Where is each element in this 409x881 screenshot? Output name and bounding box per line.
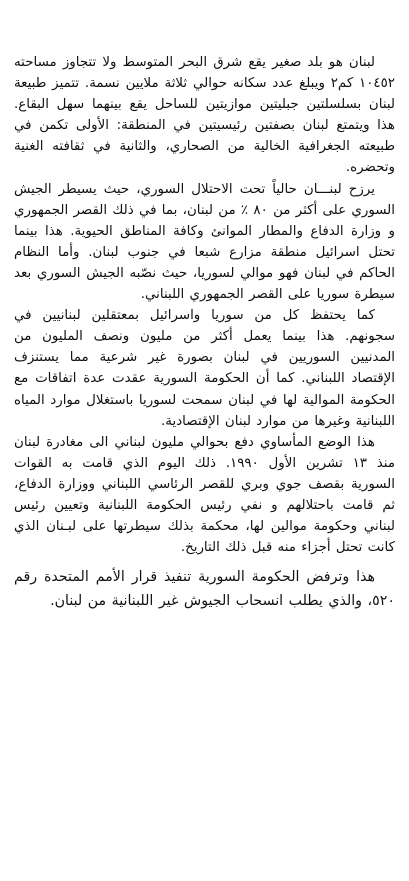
paragraph-detainees: كما يحتفظ كل من سوريا واسرائيل بمعتقلين لبنانيين في سجونهم. هذا بينما يعمل أكثر من مليون ونصف المليون من المدنيين السوريين في لبنان بصورة غير شرعية مما يستنزف الإقتصاد اللبناني. كما أن الحكومة السورية عقدت عدة اتفاقات مع الحكومة الموالية لها في لبنان سمحت لسوريا باستغلال موارد المياه اللبنانية وغيرها من موارد لبنان الإقتصادية. bbox=[14, 308, 395, 429]
paragraph-occupation: يرزح لبنـــان حالياً تحت الاحتلال السوري، حيث يسيطر الجيش السوري على أكثر من ٨٠ ٪ من لبنان، بما في ذلك القصر الجمهوري و وزارة الدفاع والمطار الموانئ وكافة المناطق الحيوية. هذا بينما تحتل اسرائيل منطقة مزارع شبعا في جنوب لبنان. وأما النظام الحاكم في لبنان فهو موالي لسوريا، حيث نصّبه الجيش السوري بعد سيطرة سوريا على القصر الجمهوري اللبناني. bbox=[14, 181, 395, 303]
document-body bbox=[14, 52, 395, 613]
paragraph-un-resolution: هذا وترفض الحكومة السورية تنفيذ قرار الأمم المتحدة رقم ٥٢٠، والذي يطلب انسحاب الجيوش غير اللبنانية من لبنان. bbox=[14, 569, 395, 609]
paragraph-emigration: هذا الوضع المأساوي دفع بحوالي مليون لبناني الى مغادرة لبنان منذ ١٣ تشرين الأول ١٩٩٠. ذلك اليوم الذي قامت به القوات السورية بقصف جوي وبري للقصر الرئاسي اللبناني ووزارة الدفاع، ثم قامت باحتلالهم و نفي رئيس الحكومة اللبنانية وتعيين رئيس لبناني وحكومة موالين لها، محكمة بذلك سيطرتها على لبـنان الذي كانت تحتل أجزاء منه قبل ذلك التاريخ. bbox=[14, 434, 395, 556]
paragraph-intro: لبنان هو بلد صغير يقع شرق البحر المتوسط ولا تتجاوز مساحته ١٠٤٥٢ كم٢ ويبلغ عدد سكانه حوالي ثلاثة ملايين نسمة. تتميز طبيعة لبنان بسلسلتين جبليتين موازيتين للساحل يقع بينهما سهل البقاع. هذا ويتمتع لبنان بصفتين رئيسيتين في المنطقة: الأولى تكمن في طبيعته الجغرافية الخالية من الصحاري، والثانية في ثقافته الغنية وتحضره. bbox=[14, 55, 395, 176]
